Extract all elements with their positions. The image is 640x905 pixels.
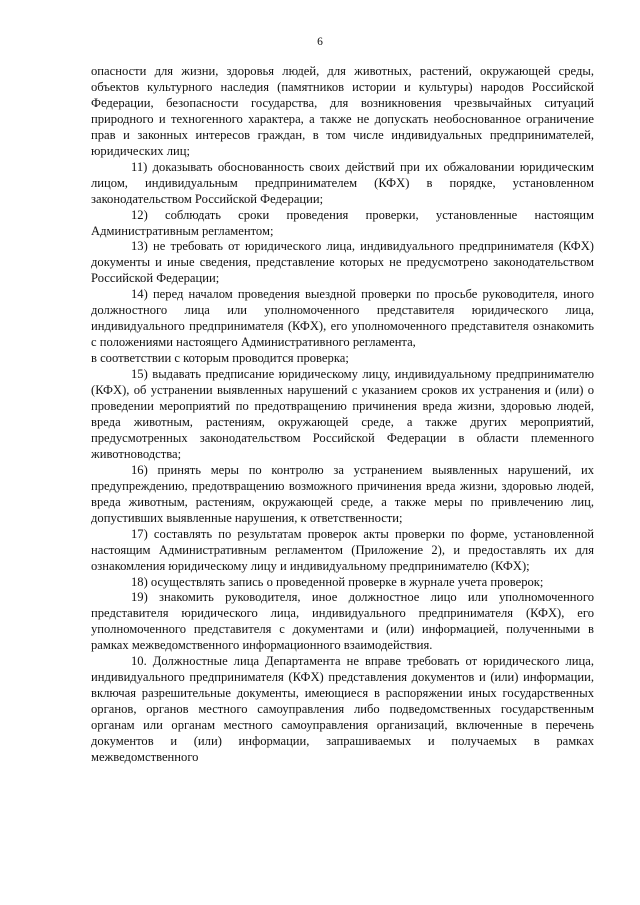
paragraph-item-11: 11) доказывать обоснованность своих действий при их обжаловании юридическим лицом, индивидуальным предпринимателем (КФХ) в порядке, установленном законодательством Российской Федерации; — [91, 159, 594, 206]
paragraph-section-10: 10. Должностные лица Департамента не вправе требовать от юридического лица, индивидуального предпринимателя (КФХ) представления документов и (или) информации, включая разрешительные документы, имеющиеся в распоряжении иных государственных органов, органов местного самоуправления либо подведомственных государственным органам или органам местного самоуправления организаций, включенные в перечень документов и (или) информации, запрашиваемых и получаемых в рамках межведомственного — [91, 654, 594, 764]
paragraph-item-14-continuation: в соответствии с которым проводится проверка; — [91, 351, 349, 366]
paragraph-item-17: 17) составлять по результатам проверок акты проверки по форме, установленной настоящим Административным регламентом (Приложение 2), и предоставлять их для ознакомления юридическому лицу и индивидуальному предпринимателю (КФХ); — [91, 526, 594, 573]
page-number: 6 — [317, 36, 323, 48]
paragraph-item-12: 12) соблюдать сроки проведения проверки, установленные настоящим Административным регламентом; — [91, 207, 594, 238]
paragraph-item-13: 13) не требовать от юридического лица, индивидуального предпринимателя (КФХ) документы и иные сведения, представление которых не предусмотрено законодательством Российской Федерации; — [91, 239, 594, 286]
paragraph-item-16: 16) принять меры по контролю за устранением выявленных нарушений, их предупреждению, предотвращению возможного причинения вреда жизни, здоровью людей, вреда животным, растениям, окружающей среде, а также меры по привлечению лиц, допустивших выявленные нарушения, к ответственности; — [91, 462, 594, 525]
paragraph-continuation: опасности для жизни, здоровья людей, для животных, растений, окружающей среды, объектов культурного наследия (памятников истории и культуры) народов Российской Федерации, безопасности государства, для возникновения чрезвычайных ситуаций природного и техногенного характера, а также не допускать необоснованное ограничение прав и законных интересов граждан, в том числе индивидуальных предпринимателей, юридических лиц; — [91, 64, 594, 158]
paragraph-item-15: 15) выдавать предписание юридическому лицу, индивидуальному предпринимателю (КФХ), об устранении выявленных нарушений с указанием сроков их устранения и (или) о проведении мероприятий по предотвращению причинения вреда жизни, здоровью людей, вреда животным, растениям, окружающей среде, а также других мероприятий, предусмотренных законодательством Российской Федерации в области племенного животноводства; — [91, 367, 594, 461]
paragraph-item-19: 19) знакомить руководителя, иное должностное лицо или уполномоченного представителя юридического лица, индивидуального предпринимателя (КФХ), его уполномоченного представителя с документами и (или) информацией, полученными в рамках межведомственного информационного взаимодействия. — [91, 590, 594, 653]
paragraph-item-18: 18) осуществлять запись о проведенной проверке в журнале учета проверок; — [131, 574, 544, 589]
body-text — [91, 64, 594, 766]
paragraph-item-14: 14) перед началом проведения выездной проверки по просьбе руководителя, иного должностного лица или уполномоченного представителя юридического лица, индивидуального предпринимателя (КФХ), его уполномоченного представителя ознакомить с положениями настоящего Административного регламента, — [91, 287, 594, 350]
